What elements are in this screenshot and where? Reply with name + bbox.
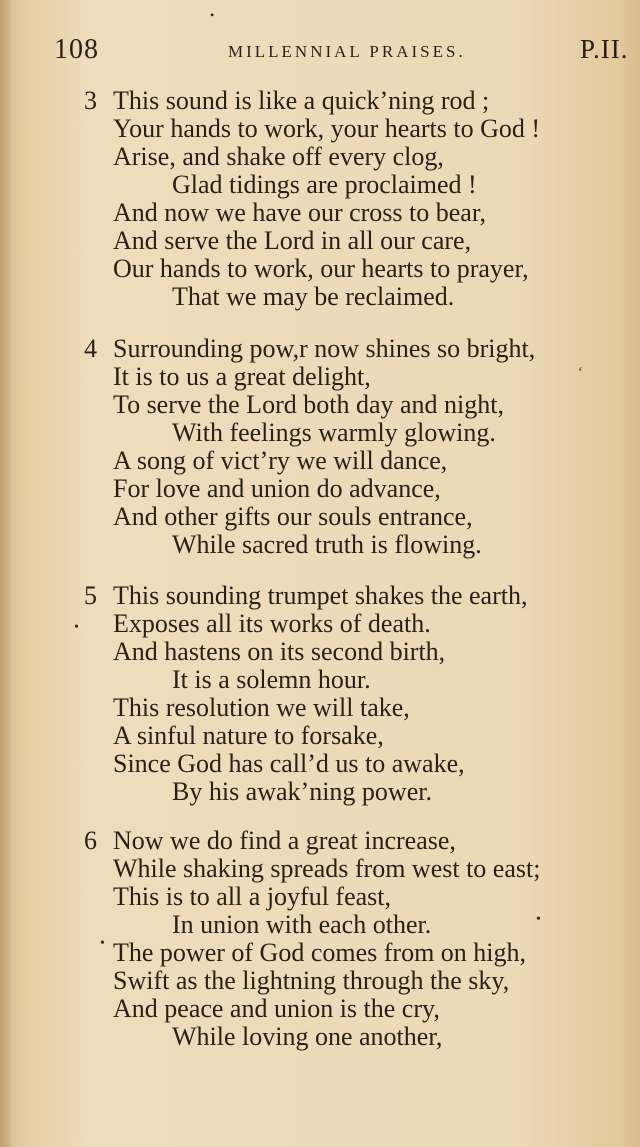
- running-title: MILLENNIAL PRAISES.: [228, 42, 466, 61]
- verse-line: That we may be reclaimed.: [172, 282, 455, 311]
- verse-line: In union with each other.: [172, 910, 432, 939]
- ink-speck: •: [536, 912, 541, 927]
- page-header: [0, 34, 640, 74]
- verse-line: It is a solemn hour.: [172, 665, 371, 694]
- verse-line: Surrounding pow,r now shines so bright,: [113, 334, 536, 363]
- ink-speck: •: [74, 620, 79, 635]
- verse-line: Arise, and shake off every clog,: [113, 142, 444, 171]
- verse-line: While shaking spreads from west to east;: [113, 854, 541, 883]
- verse-line: A sinful nature to forsake,: [113, 721, 384, 750]
- stanza-number: 6: [84, 826, 97, 855]
- verse-line: While loving one another,: [172, 1022, 443, 1051]
- stanza-number: 3: [84, 86, 97, 115]
- verse-line: Glad tidings are proclaimed !: [172, 170, 477, 199]
- verse-line: And now we have our cross to bear,: [113, 198, 486, 227]
- verse-line: And hastens on its second birth,: [113, 637, 446, 666]
- verse-line: This resolution we will take,: [113, 693, 410, 722]
- verse-line: And serve the Lord in all our care,: [113, 226, 472, 255]
- stanza-number: 4: [84, 334, 97, 363]
- verse-line: This is to all a joyful feast,: [113, 882, 392, 911]
- verse-line: While sacred truth is flowing.: [172, 530, 482, 559]
- verse-line: This sounding trumpet shakes the earth,: [113, 581, 528, 610]
- verse-line: Since God has call’d us to awake,: [113, 749, 465, 778]
- verse-line: Swift as the lightning through the sky,: [113, 966, 510, 995]
- verse-line: To serve the Lord both day and night,: [113, 390, 504, 419]
- ink-speck: ʻ: [578, 365, 583, 380]
- page-number: 108: [54, 34, 99, 65]
- verse-line: The power of God comes from on high,: [113, 938, 527, 967]
- verse-line: With feelings warmly glowing.: [172, 418, 496, 447]
- verse-line: Now we do find a great increase,: [113, 826, 456, 855]
- verse-line: This sound is like a quick’ning rod ;: [113, 86, 490, 115]
- verse-line: By his awak’ning power.: [172, 777, 432, 806]
- verse-line: And peace and union is the cry,: [113, 994, 440, 1023]
- verse-line: Our hands to work, our hearts to prayer,: [113, 254, 529, 283]
- ink-speck-top: •: [210, 8, 215, 22]
- ink-speck: •: [100, 936, 105, 951]
- verse-line: A song of vict’ry we will dance,: [113, 446, 448, 475]
- page-gutter-shadow: [0, 0, 14, 1147]
- verse-line: And other gifts our souls entrance,: [113, 502, 473, 531]
- verse-line: It is to us a great delight,: [113, 362, 371, 391]
- stanza-number: 5: [84, 581, 97, 610]
- verse-line: Your hands to work, your hearts to God !: [113, 114, 541, 143]
- part-label: P.II.: [580, 34, 629, 64]
- verse-line: Exposes all its works of death.: [113, 609, 431, 638]
- verse-line: For love and union do advance,: [113, 474, 441, 503]
